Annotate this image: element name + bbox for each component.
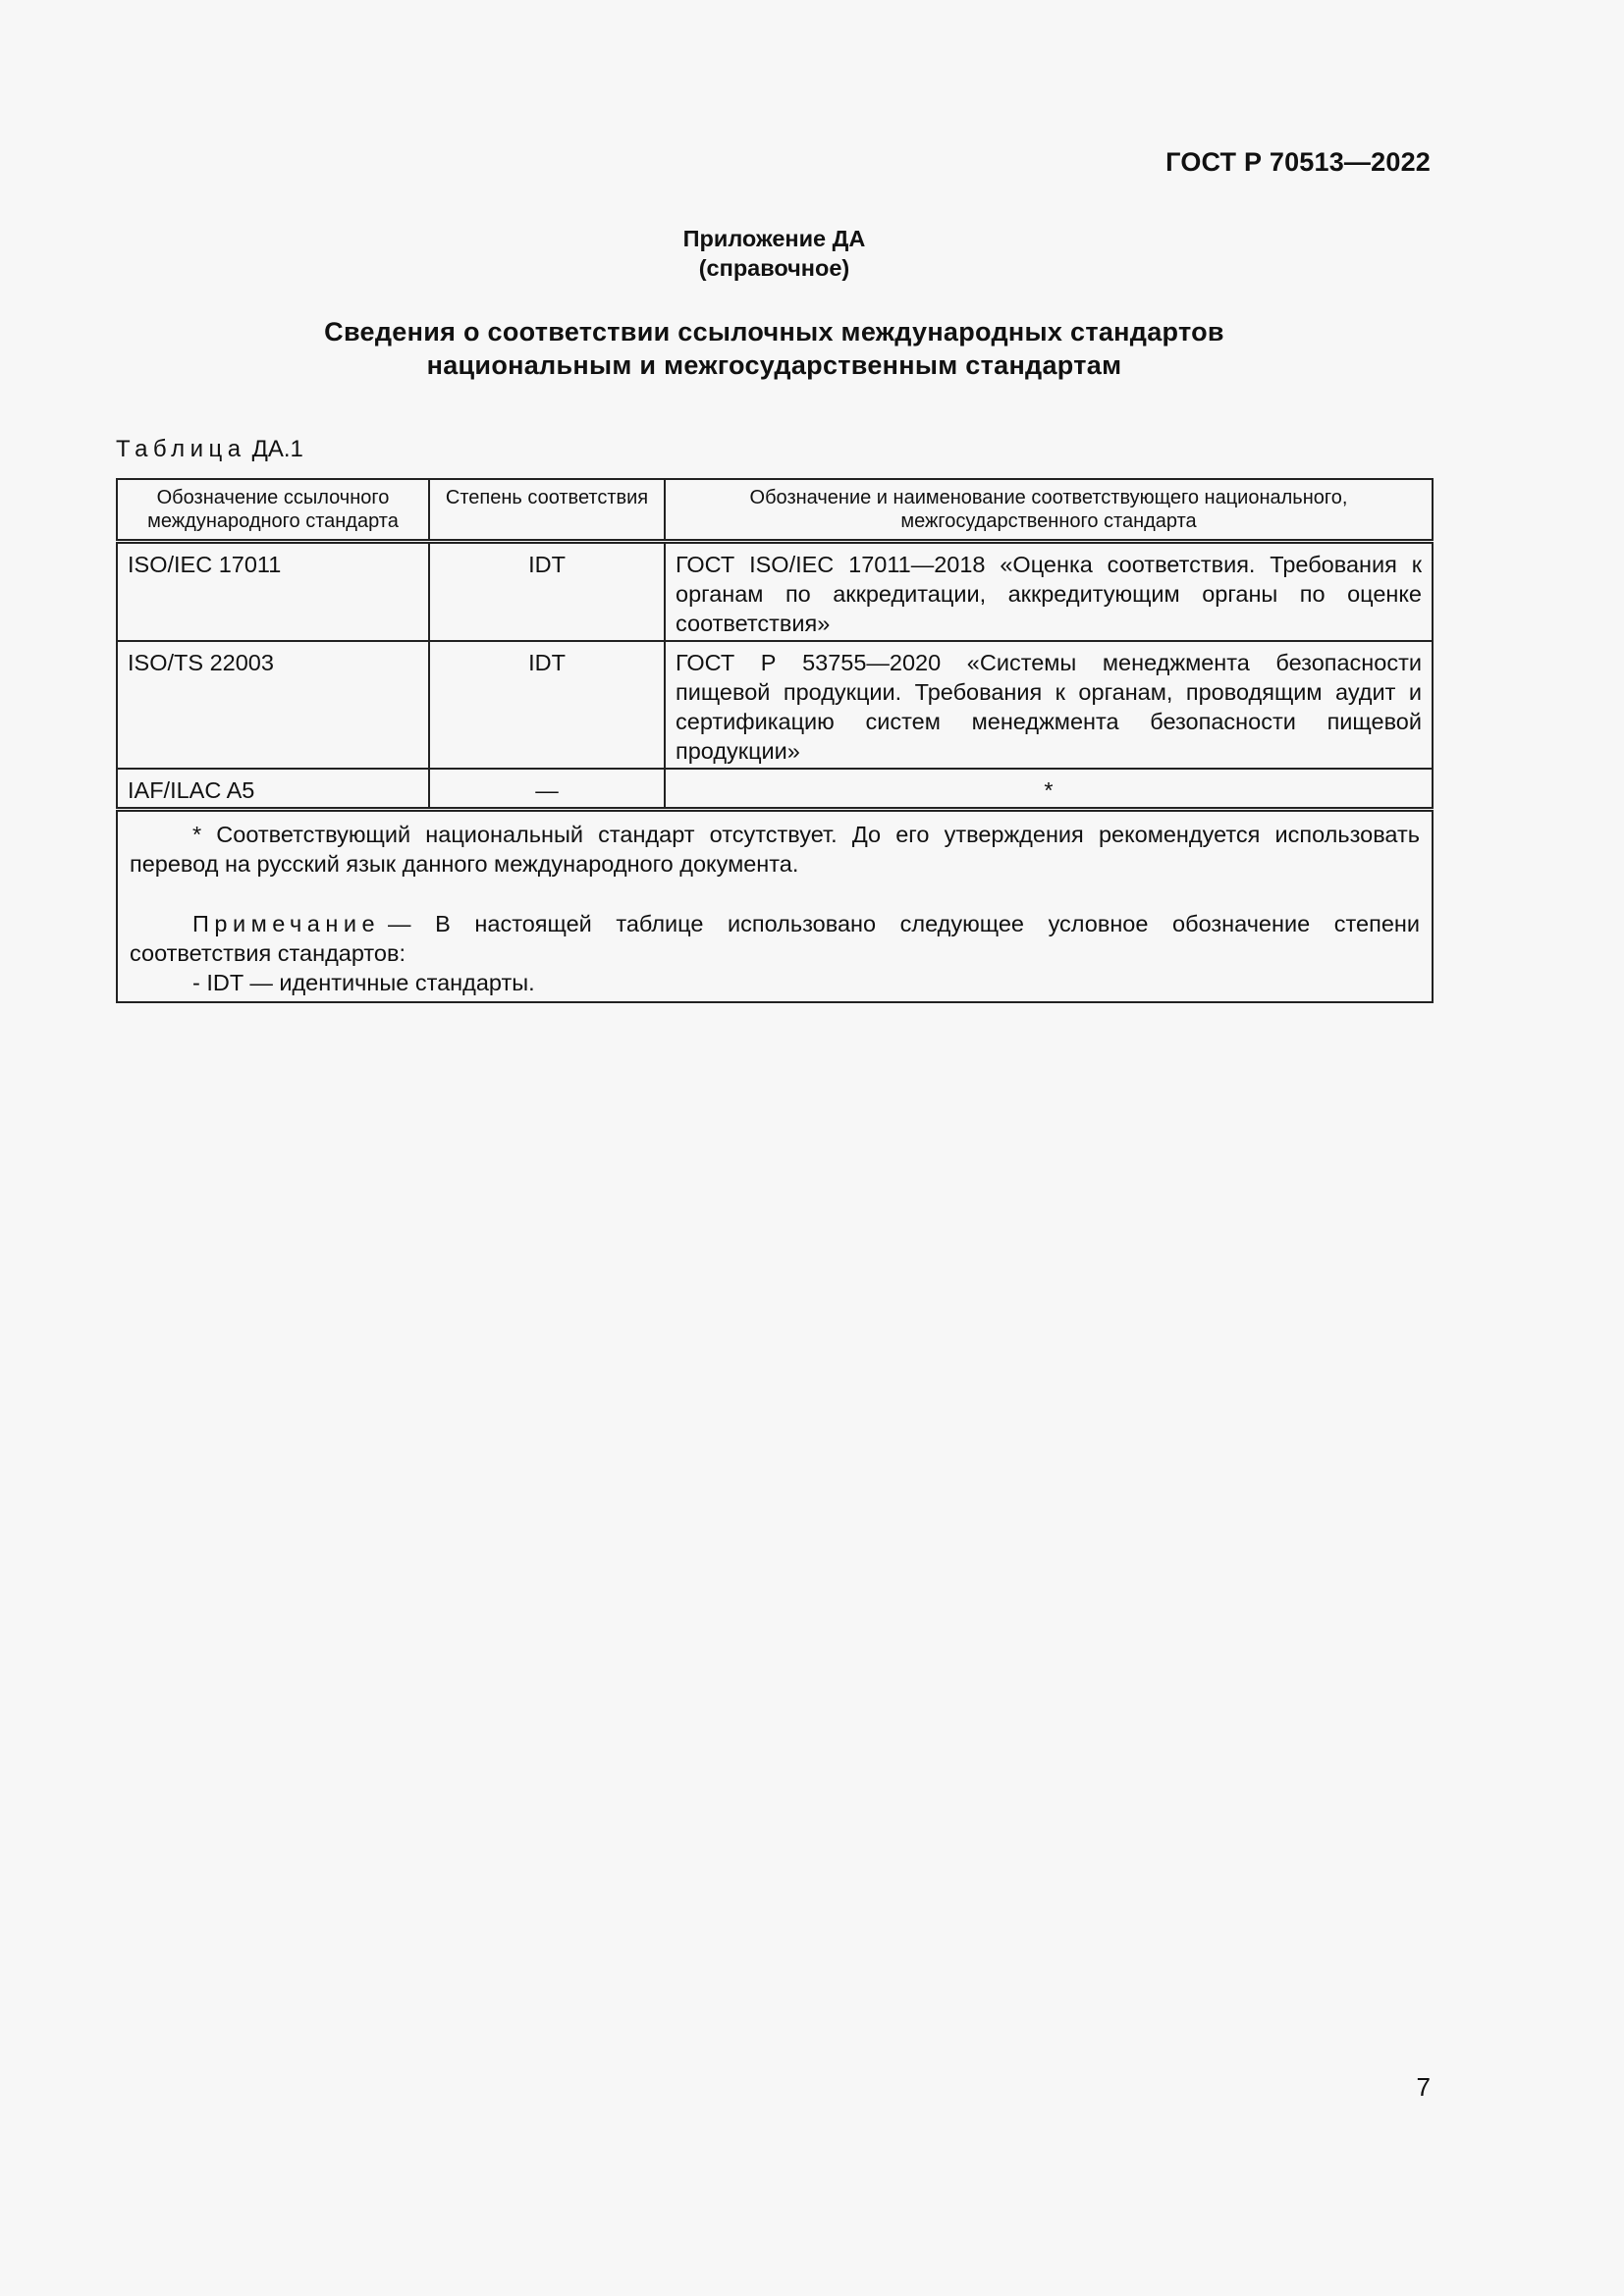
- table-footer: [117, 810, 1433, 1003]
- table-caption: [116, 436, 303, 463]
- table-row: [117, 769, 1433, 810]
- note-list-item: - IDT — идентичные стандарты.: [192, 970, 535, 995]
- cell-designation: IAF/ILAC A5: [117, 769, 429, 810]
- note-paragraph: [130, 909, 1420, 968]
- page-number: 7: [1416, 2072, 1431, 2102]
- cell-degree: —: [429, 769, 665, 810]
- table-footer-row: [117, 810, 1433, 1003]
- appendix-subtitle: (справочное): [698, 255, 850, 281]
- note-text: — В настоящей таблице использовано следующее условное обозначение степени соответствия стандартов:: [130, 911, 1420, 966]
- footnote-text: * Соответствующий национальный стандарт отсутствует. До его утверждения рекомендуется использовать перевод на русский язык данного международного документа.: [130, 822, 1420, 877]
- correspondence-table: [116, 478, 1434, 1003]
- header-cell-degree: Степень соответствия: [429, 479, 665, 542]
- table-row: [117, 641, 1433, 769]
- cell-national: *: [665, 769, 1433, 810]
- table-header-row: [117, 479, 1433, 542]
- table-caption-number: ДА.1: [251, 436, 303, 462]
- cell-degree: IDT: [429, 542, 665, 642]
- appendix-title: Приложение ДА: [682, 226, 866, 251]
- cell-degree: IDT: [429, 641, 665, 769]
- cell-national: ГОСТ ISO/IEC 17011—2018 «Оценка соответствия. Требования к органам по аккредитации, аккредитующим органы по оценке соответствия»: [665, 542, 1433, 642]
- table-caption-word: Таблица: [116, 436, 246, 462]
- header-cell-national: Обозначение и наименование соответствующего национального, межгосударственного стандарта: [665, 479, 1433, 542]
- note-label: Примечание: [192, 911, 381, 936]
- heading-line-1: Сведения о соответствии ссылочных международных стандартов: [324, 317, 1224, 347]
- table-row: [117, 542, 1433, 642]
- cell-designation: ISO/TS 22003: [117, 641, 429, 769]
- section-heading: [0, 315, 1548, 382]
- cell-national: ГОСТ Р 53755—2020 «Системы менеджмента безопасности пищевой продукции. Требования к органам, проводящим аудит и сертификацию систем менеджмента безопасности пищевой продукции»: [665, 641, 1433, 769]
- cell-designation: ISO/IEC 17011: [117, 542, 429, 642]
- heading-line-2: национальным и межгосударственным стандартам: [426, 350, 1122, 380]
- appendix-header: [0, 224, 1548, 283]
- document-code: ГОСТ Р 70513—2022: [1165, 147, 1431, 177]
- header-cell-designation: Обозначение ссылочного международного стандарта: [117, 479, 429, 542]
